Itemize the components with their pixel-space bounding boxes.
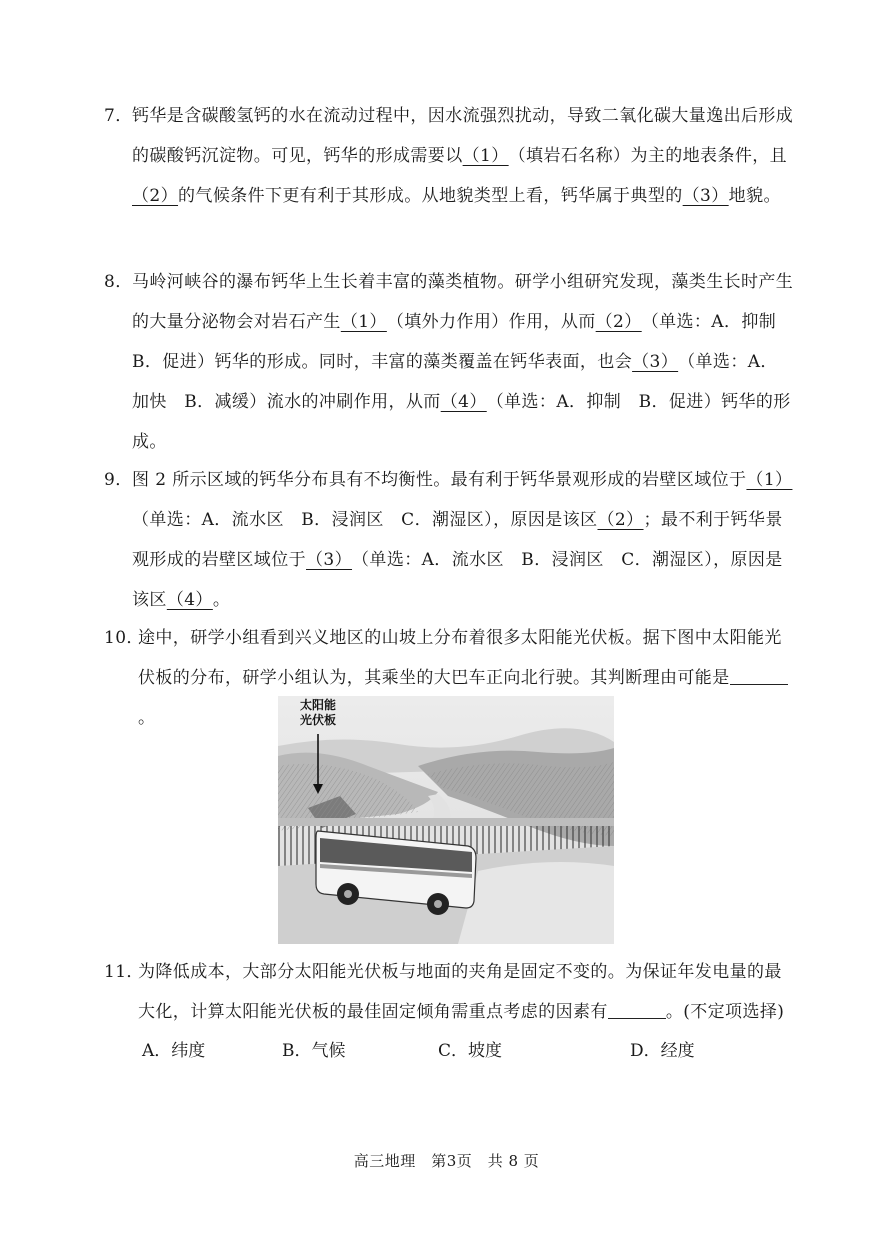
text-segment: 。(不定项选择) <box>665 1002 785 1022</box>
solar-panel-label <box>300 698 336 728</box>
text-segment: ；最不利于钙华景观形成的岩壁区域位于 <box>132 510 783 570</box>
landscape-illustration <box>278 696 614 944</box>
text-segment: （单选：A．抑制 B．促进）钙华的形成。同时，丰富的藻类覆盖在钙华表面，也会 <box>132 312 794 372</box>
answer-blank-4[interactable]: （4） <box>166 590 213 610</box>
text-segment: 。 <box>138 708 156 728</box>
question-8 <box>104 262 794 462</box>
answer-blank-1[interactable]: （1） <box>340 312 387 332</box>
question-number: 7． <box>104 106 133 126</box>
page-footer: 高三地理 第3页 共 8 页 <box>353 1152 540 1170</box>
answer-blank-3[interactable]: （3） <box>306 550 353 570</box>
question-number: 8． <box>104 272 133 292</box>
label-line: 光伏板 <box>300 713 337 727</box>
answer-blank-1[interactable]: （1） <box>462 146 509 166</box>
label-line: 太阳能 <box>300 698 337 712</box>
text-segment: 为降低成本，大部分太阳能光伏板与地面的夹角是固定不变的。为保证年发电量的最大化，计算太阳能光伏板的最佳固定倾角需重点考虑的因素有 <box>138 962 782 1022</box>
text-segment: 马岭河峡谷的瀑布钙华上生长着丰富的藻类植物。研学小组研究发现，藻类生长时产生的大量分泌物会对岩石产生 <box>132 272 794 332</box>
question-text <box>104 460 794 620</box>
question-text <box>104 262 794 462</box>
question-11 <box>104 952 794 1032</box>
snow-bank <box>458 862 614 944</box>
text-segment: （单选：A．流水区 B．浸润区 C．潮湿区），原因是该区 <box>132 550 783 610</box>
text-segment: 途中，研学小组看到兴义地区的山坡上分布着很多太阳能光伏板。据下图中太阳能光伏板的分布，研学小组认为，其乘坐的大巴车正向北行驶。其判断理由可能是 <box>138 628 782 688</box>
answer-blank-1[interactable]: （1） <box>746 470 793 490</box>
answer-blank[interactable] <box>730 666 788 685</box>
text-segment: （填岩石名称）为主的地表条件，且 <box>508 146 788 166</box>
question-7 <box>104 96 794 216</box>
text-segment: （单选：A．抑制 B．促进）钙华的形成。 <box>132 392 791 452</box>
answer-blank-2[interactable]: （2） <box>132 186 179 206</box>
option-d[interactable]: D．经度 <box>630 1041 695 1061</box>
text-segment: （单选：A．加快 B．减缓）流水的冲刷作用，从而 <box>132 352 778 412</box>
text-segment: （单选：A．流水区 B．浸润区 C．潮湿区），原因是该区 <box>132 510 598 530</box>
question-9 <box>104 460 794 620</box>
answer-blank-4[interactable]: （4） <box>440 392 487 412</box>
option-c[interactable]: C．坡度 <box>438 1041 503 1061</box>
answer-blank-2[interactable]: （2） <box>595 312 642 332</box>
text-segment: 钙华是含碳酸氢钙的水在流动过程中，因水流强烈扰动，导致二氧化碳大量逸出后形成的碳酸钙沉淀物。可见，钙华的形成需要以 <box>132 106 794 166</box>
answer-blank-3[interactable]: （3） <box>632 352 679 372</box>
text-segment: （填外力作用）作用，从而 <box>386 312 596 332</box>
bus-solar-panel-figure <box>278 696 614 944</box>
answer-blank-2[interactable]: （2） <box>597 510 644 530</box>
question-text <box>104 952 794 1032</box>
question-text <box>104 96 794 216</box>
option-b[interactable]: B．气候 <box>282 1041 346 1061</box>
text-segment: 。 <box>212 590 231 610</box>
text-segment: 的气候条件下更有利于其形成。从地貌类型上看，钙华属于典型的 <box>178 186 683 206</box>
question-number: 10． <box>104 628 144 648</box>
option-a[interactable]: A．纬度 <box>142 1041 206 1061</box>
question-number: 11． <box>104 962 144 982</box>
answer-blank[interactable] <box>608 1000 666 1019</box>
text-segment: 地貌。 <box>728 186 781 206</box>
bridge-rail-top <box>278 818 614 826</box>
answer-blank-3[interactable]: （3） <box>682 186 729 206</box>
text-segment: 图 2 所示区域的钙华分布具有不均衡性。最有利于钙华景观形成的岩壁区域位于 <box>132 470 747 490</box>
question-number: 9． <box>104 470 133 490</box>
